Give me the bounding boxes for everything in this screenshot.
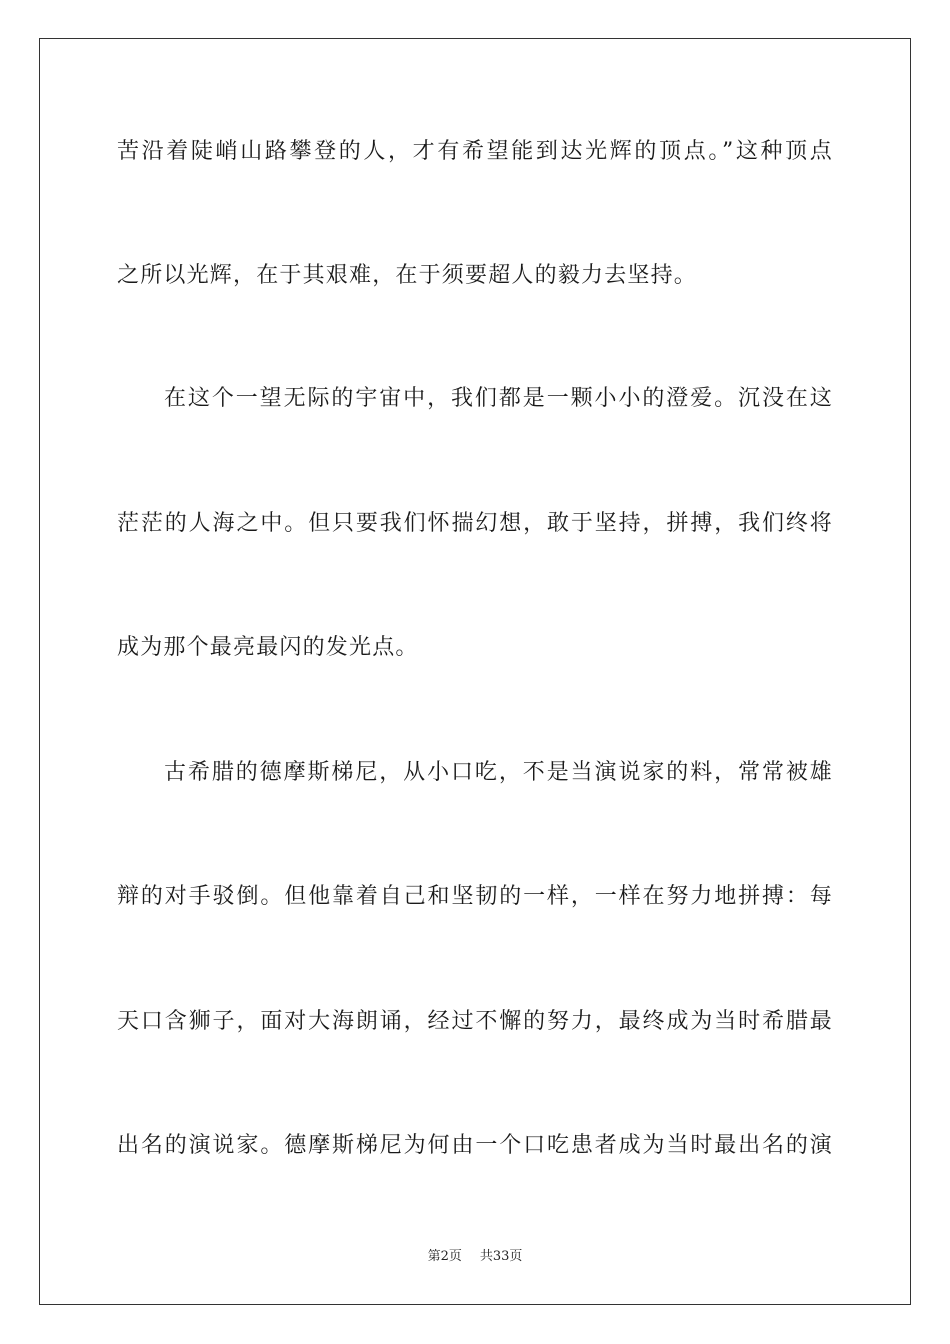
page-footer — [0, 1248, 950, 1266]
page-total: 共33页 — [479, 1249, 523, 1264]
text-line-6: 古希腊的德摩斯梯尼，从小口吃，不是当演说家的料，常常被雄 — [164, 760, 833, 785]
text-line-7: 辩的对手驳倒。但他靠着自己和坚韧的一样，一样在努力地拼搏：每 — [117, 884, 833, 909]
text-line-2: 之所以光辉，在于其艰难，在于须要超人的毅力去坚持。 — [117, 263, 698, 288]
text-line-8: 天口含狮子，面对大海朗诵，经过不懈的努力，最终成为当时希腊最 — [117, 1009, 833, 1034]
page-number: 第2页 — [427, 1249, 462, 1264]
text-line-9: 出名的演说家。德摩斯梯尼为何由一个口吃患者成为当时最出名的演 — [117, 1133, 833, 1158]
text-line-4: 茫茫的人海之中。但只要我们怀揣幻想，敢于坚持，拼搏，我们终将 — [117, 511, 833, 536]
page-border — [39, 38, 911, 1305]
text-line-3: 在这个一望无际的宇宙中，我们都是一颗小小的澄爱。沉没在这 — [164, 386, 833, 411]
text-line-5: 成为那个最亮最闪的发光点。 — [117, 635, 419, 660]
text-line-1: 苦沿着陡峭山路攀登的人，才有希望能到达光辉的顶点。”这种顶点 — [117, 139, 833, 164]
